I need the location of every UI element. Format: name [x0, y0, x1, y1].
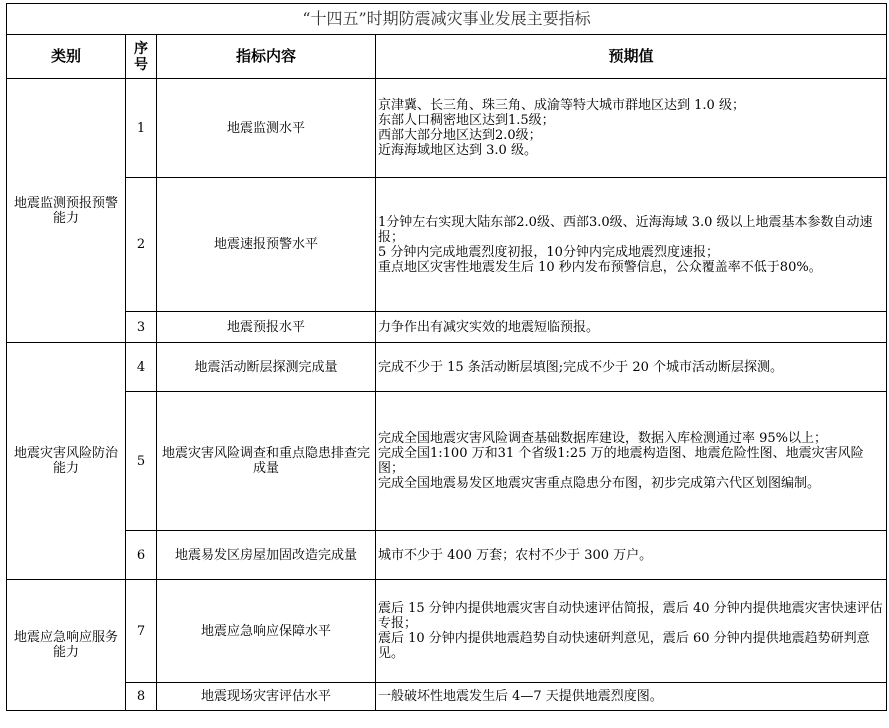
indicator-cell: 地震应急响应保障水平	[157, 580, 376, 683]
indicator-cell: 地震活动断层探测完成量	[157, 343, 376, 392]
expected-line: 1分钟左右实现大陆东部2.0级、西部3.0级、近海海域 3.0 级以上地震基本参数自动速报；	[378, 214, 873, 245]
indicator-table	[6, 3, 887, 711]
expected-line: 完成全国1:100 万和31 个省级1:25 万的地震构造图、地震危险性图、地震灾害风险图；	[378, 446, 864, 476]
indicator-cell: 地震现场灾害评估水平	[157, 683, 376, 711]
header-expected: 预期值	[376, 35, 887, 79]
expected-cell	[376, 392, 887, 531]
row-number: 4	[126, 343, 157, 392]
indicator-cell: 地震灾害风险调查和重点隐患排查完成量	[157, 392, 376, 531]
indicator-cell: 地震易发区房屋加固改造完成量	[157, 531, 376, 580]
expected-cell	[376, 531, 887, 580]
row-number: 1	[126, 79, 157, 178]
expected-line: 完成全国地震易发区地震灾害重点隐患分布图，初步完成第六代区划图编制。	[378, 476, 821, 491]
header-indicator: 指标内容	[157, 35, 376, 79]
indicator-cell: 地震速报预警水平	[157, 178, 376, 312]
table-row	[7, 580, 887, 683]
expected-line: 京津冀、长三角、珠三角、成渝等特大城市群地区达到 1.0 级；	[378, 98, 745, 113]
category-cell: 地震应急响应服务能力	[7, 580, 126, 711]
category-cell: 地震监测预报预警能力	[7, 79, 126, 343]
expected-line: 力争作出有减灾实效的地震短临预报。	[378, 319, 600, 335]
row-number: 7	[126, 580, 157, 683]
row-number: 2	[126, 178, 157, 312]
expected-line: 一般破坏性地震发生后 4—7 天提供地震烈度图。	[378, 689, 663, 704]
expected-line: 完成不少于 15 条活动断层填图;完成不少于 20 个城市活动断层探测。	[378, 359, 783, 375]
table-row	[7, 312, 887, 343]
expected-cell	[376, 343, 887, 392]
category-cell: 地震灾害风险防治能力	[7, 343, 126, 580]
expected-cell	[376, 79, 887, 178]
expected-line: 震后 10 分钟内提供地震趋势自动快速研判意见，震后 60 分钟内提供地震趋势研判意见。	[378, 631, 870, 661]
table-row	[7, 392, 887, 531]
header-category: 类别	[7, 35, 126, 79]
expected-line: 震后 15 分钟内提供地震灾害自动快速评估简报，震后 40 分钟内提供地震灾害快速评估专报；	[378, 601, 883, 631]
table-row	[7, 683, 887, 711]
row-number: 5	[126, 392, 157, 531]
expected-line: 完成全国地震灾害风险调查基础数据库建设，数据入库检测通过率 95%以上；	[378, 431, 828, 446]
table-row	[7, 531, 887, 580]
expected-cell	[376, 178, 887, 312]
expected-line: 近海海域地区达到 3.0 级。	[378, 143, 537, 158]
table-row	[7, 343, 887, 392]
row-number: 8	[126, 683, 157, 711]
title-row	[7, 4, 887, 35]
row-number: 6	[126, 531, 157, 580]
expected-line: 西部大部分地区达到2.0级；	[378, 128, 542, 143]
expected-line: 东部人口稠密地区达到1.5级；	[378, 113, 555, 128]
expected-cell	[376, 683, 887, 711]
expected-cell	[376, 580, 887, 683]
table-title: “十四五”时期防震减灾事业发展主要指标	[7, 4, 887, 35]
indicator-cell: 地震监测水平	[157, 79, 376, 178]
table-row	[7, 79, 887, 178]
expected-line: 5 分钟内完成地震烈度初报，10分钟内完成地震烈度速报；	[378, 244, 719, 260]
table-row	[7, 178, 887, 312]
row-number: 3	[126, 312, 157, 343]
expected-cell	[376, 312, 887, 343]
indicator-cell: 地震预报水平	[157, 312, 376, 343]
expected-line: 城市不少于 400 万套；农村不少于 300 万户。	[378, 547, 653, 563]
header-row	[7, 35, 887, 79]
expected-line: 重点地区灾害性地震发生后 10 秒内发布预警信息，公众覆盖率不低于80%。	[378, 259, 822, 275]
header-number	[126, 35, 157, 79]
header-number-text: 序号	[134, 40, 148, 73]
